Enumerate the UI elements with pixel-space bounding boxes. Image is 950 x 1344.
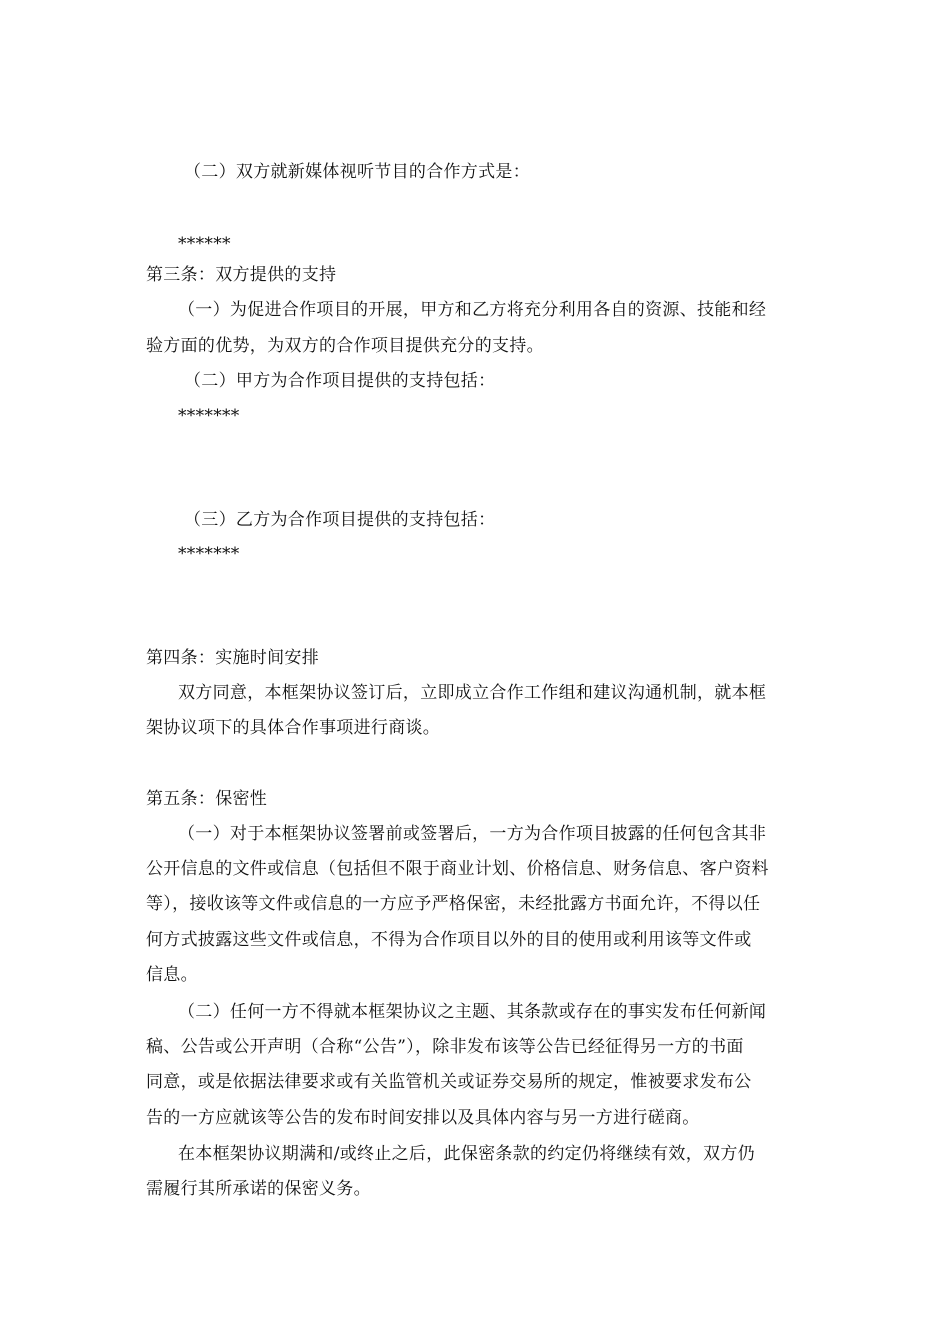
paragraph-line: 双方同意，本框架协议签订后，立即成立合作工作组和建议沟通机制，就本框 [178,683,767,703]
paragraph-line: 需履行其所承诺的保密义务。 [146,1179,371,1199]
paragraph-line: （一）为促进合作项目的开展，甲方和乙方将充分利用各自的资源、技能和经 [178,300,767,320]
paragraph-line: 在本框架协议期满和/或终止之后，此保密条款的约定仍将继续有效，双方仍 [178,1144,755,1164]
clause-3-2-text: （二）甲方为合作项目提供的支持包括： [184,371,496,391]
article-3-heading: 第三条：双方提供的支持 [146,265,337,285]
paragraph-line: 验方面的优势，为双方的合作项目提供充分的支持。 [146,336,544,356]
paragraph-line: （一）对于本框架协议签署前或签署后，一方为合作项目披露的任何包含其非 [178,824,767,844]
article-5-heading: 第五条：保密性 [146,789,268,809]
paragraph-line: 同意，或是依据法律要求或有关监管机关或证券交易所的规定，惟被要求发布公 [146,1072,752,1092]
placeholder-asterisks: ****** [178,234,231,254]
paragraph-line: 稿、公告或公开声明（合称“公告”），除非发布该等公告已经征得另一方的书面 [146,1037,744,1057]
paragraph-line: 公开信息的文件或信息（包括但不限于商业计划、价格信息、财务信息、客户资料 [146,859,769,879]
paragraph-line: （二）任何一方不得就本框架协议之主题、其条款或存在的事实发布任何新闻 [178,1002,767,1022]
paragraph-line: 等），接收该等文件或信息的一方应予严格保密，未经批露方书面允许，不得以任 [146,894,761,914]
paragraph-line: 告的一方应就该等公告的发布时间安排以及具体内容与另一方进行磋商。 [146,1108,700,1128]
placeholder-asterisks: ******* [178,544,240,564]
paragraph-line: 架协议项下的具体合作事项进行商谈。 [146,718,441,738]
paragraph-line: 何方式披露这些文件或信息，不得为合作项目以外的目的使用或利用该等文件或 [146,930,752,950]
paragraph-line: 信息。 [146,965,198,985]
clause-2-2-text: （二）双方就新媒体视听节目的合作方式是： [184,162,530,182]
clause-3-3-text: （三）乙方为合作项目提供的支持包括： [184,510,496,530]
article-4-heading: 第四条：实施时间安排 [146,648,319,668]
placeholder-asterisks: ******* [178,406,240,426]
